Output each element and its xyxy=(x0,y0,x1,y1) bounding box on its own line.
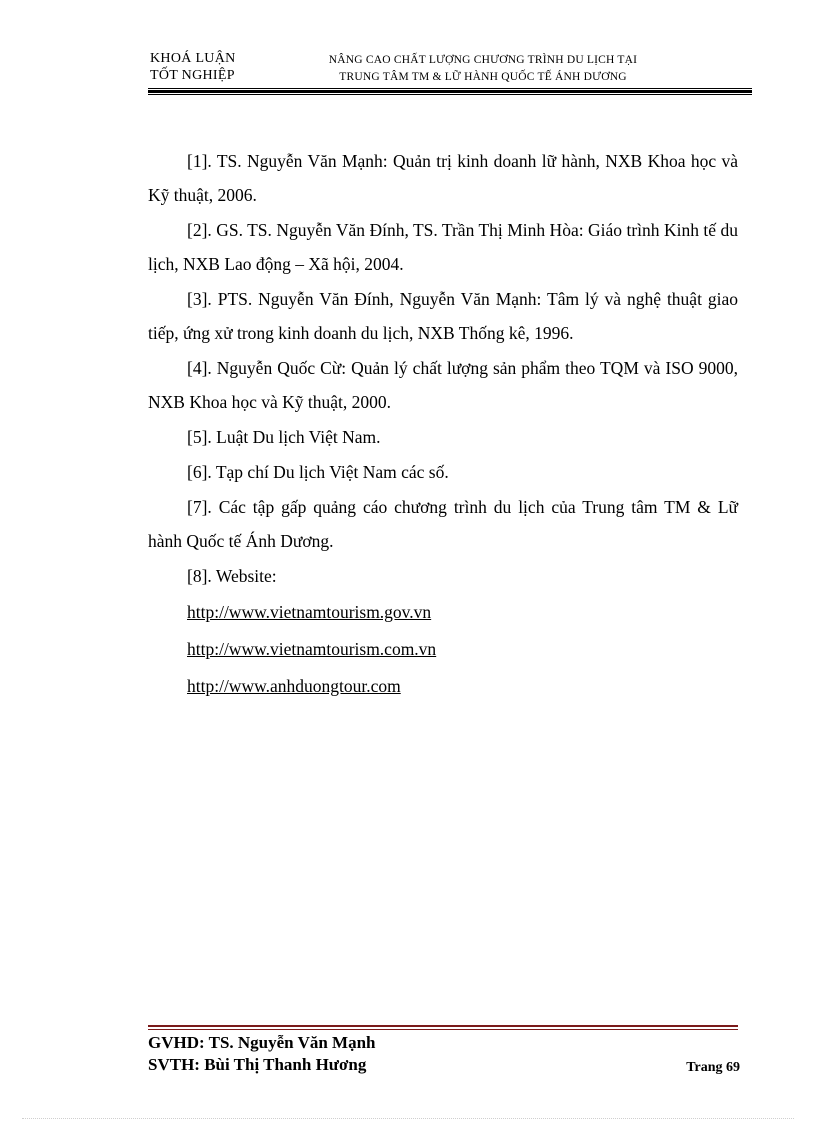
header-rule-thick xyxy=(148,90,752,93)
footer-rule-bottom xyxy=(148,1029,738,1030)
header-rule-thin-top xyxy=(148,88,752,89)
student-name: SVTH: Bùi Thị Thanh Hương xyxy=(148,1055,367,1074)
reference-item: [1]. TS. Nguyễn Văn Mạnh: Quản trị kinh doanh lữ hành, NXB Khoa học và Kỹ thuật, 2006. xyxy=(148,151,738,205)
header-title-line1: NÂNG CAO CHẤT LƯỢNG CHƯƠNG TRÌNH DU LỊCH TẠI xyxy=(328,54,638,66)
reference-item: [2]. GS. TS. Nguyễn Văn Đính, TS. Trần Thị Minh Hòa: Giáo trình Kinh tế du lịch, NXB Lao động – Xã hội, 2004. xyxy=(148,220,738,274)
reference-item: [7]. Các tập gấp quảng cáo chương trình du lịch của Trung tâm TM & Lữ hành Quốc tế Ánh Dương. xyxy=(148,497,738,551)
page-number: Trang 69 xyxy=(686,1060,740,1075)
reference-item: [5]. Luật Du lịch Việt Nam. xyxy=(187,427,381,447)
header-left-line1: KHOÁ LUẬN xyxy=(150,51,236,66)
footer-rule-top xyxy=(148,1025,738,1027)
header-title xyxy=(298,52,668,86)
header-left xyxy=(150,50,236,84)
advisor-name: GVHD: TS. Nguyễn Văn Mạnh xyxy=(148,1033,376,1052)
header-title-line2: TRUNG TÂM TM & LỮ HÀNH QUỐC TẾ ÁNH DƯƠNG xyxy=(339,71,627,83)
header-rule-thin-bottom xyxy=(148,94,752,95)
website-link[interactable]: http://www.anhduongtour.com xyxy=(187,676,401,696)
references-list xyxy=(148,144,738,705)
header-left-line2: TỐT NGHIỆP xyxy=(150,68,235,83)
reference-item: [8]. Website: xyxy=(187,566,277,586)
reference-item: [6]. Tạp chí Du lịch Việt Nam các số. xyxy=(187,462,449,482)
page-footer xyxy=(148,1032,740,1076)
page-bottom-edge xyxy=(22,1118,794,1119)
website-link[interactable]: http://www.vietnamtourism.gov.vn xyxy=(187,602,432,622)
website-link[interactable]: http://www.vietnamtourism.com.vn xyxy=(187,639,437,659)
reference-item: [3]. PTS. Nguyễn Văn Đính, Nguyễn Văn Mạnh: Tâm lý và nghệ thuật giao tiếp, ứng xử trong kinh doanh du lịch, NXB Thống kê, 1996. xyxy=(148,289,738,343)
reference-item: [4]. Nguyễn Quốc Cừ: Quản lý chất lượng sản phẩm theo TQM và ISO 9000, NXB Khoa học và Kỹ thuật, 2000. xyxy=(148,358,738,412)
